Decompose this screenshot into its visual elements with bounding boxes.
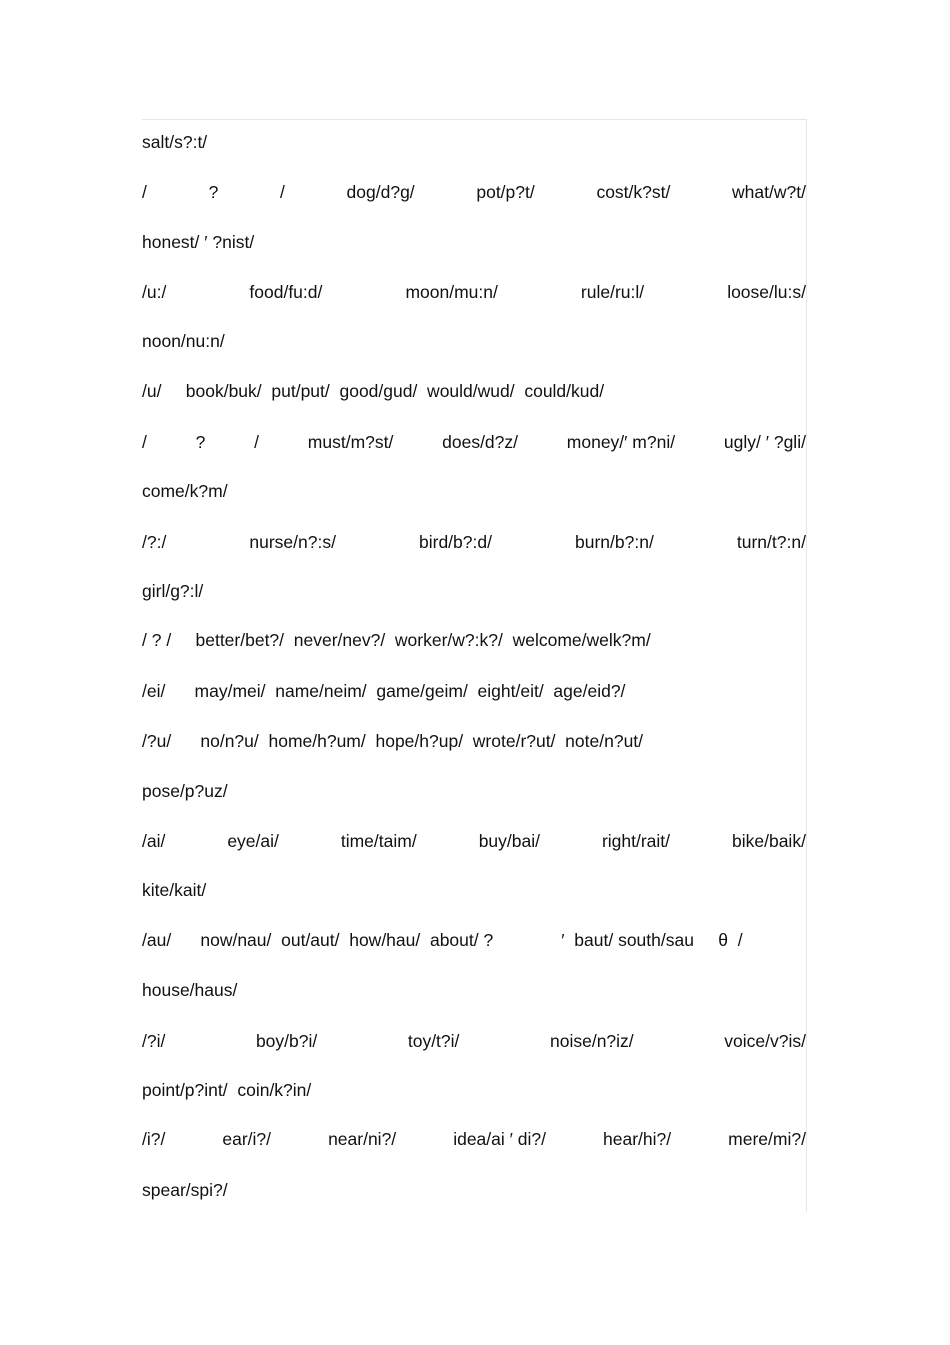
word: near/ni?/ bbox=[328, 1129, 397, 1149]
text-line bbox=[142, 829, 806, 853]
word: what/w?t/ bbox=[732, 182, 806, 202]
word: voice/v?is/ bbox=[724, 1031, 806, 1051]
word: ? bbox=[195, 432, 206, 452]
word: cost/k?st/ bbox=[596, 182, 671, 202]
word: pot/p?t/ bbox=[476, 182, 535, 202]
word: food/fu:d/ bbox=[249, 282, 323, 302]
word: nurse/n?:s/ bbox=[249, 532, 336, 552]
text-line: noon/nu:n/ bbox=[142, 331, 225, 351]
text-line bbox=[142, 530, 806, 554]
word: /i?/ bbox=[142, 1129, 166, 1149]
word: rule/ru:l/ bbox=[580, 282, 645, 302]
word: /?i/ bbox=[142, 1031, 166, 1051]
word: turn/t?:n/ bbox=[736, 532, 806, 552]
text-line bbox=[142, 180, 806, 204]
text-line: /ei/ may/mei/ name/neim/ game/geim/ eight/eit/ age/eid?/ bbox=[142, 681, 626, 701]
word: /ai/ bbox=[142, 831, 166, 851]
word: money/′ m?ni/ bbox=[566, 432, 676, 452]
text-line: house/haus/ bbox=[142, 980, 238, 1000]
text-line: girl/g?:l/ bbox=[142, 581, 204, 601]
word: does/d?z/ bbox=[442, 432, 519, 452]
text-line: /u/ book/buk/ put/put/ good/gud/ would/wud/ could/kud/ bbox=[142, 381, 605, 401]
word: dog/d?g/ bbox=[346, 182, 415, 202]
text-line: /au/ now/nau/ out/aut/ how/hau/ about/ ? ′ baut/ south/sau θ / bbox=[142, 930, 743, 950]
text-line: kite/kait/ bbox=[142, 880, 207, 900]
text-line: salt/s?:t/ bbox=[142, 132, 208, 152]
word: boy/b?i/ bbox=[255, 1031, 318, 1051]
word: mere/mi?/ bbox=[728, 1129, 806, 1149]
text-line: /?u/ no/n?u/ home/h?um/ hope/h?up/ wrote/r?ut/ note/n?ut/ bbox=[142, 731, 644, 751]
text-line: pose/p?uz/ bbox=[142, 781, 228, 801]
word: hear/hi?/ bbox=[603, 1129, 672, 1149]
text-line: point/p?int/ coin/k?in/ bbox=[142, 1080, 312, 1100]
text-line: come/k?m/ bbox=[142, 481, 228, 501]
word: ? bbox=[208, 182, 219, 202]
word: / bbox=[279, 182, 285, 202]
word: right/rait/ bbox=[601, 831, 671, 851]
word: loose/lu:s/ bbox=[727, 282, 806, 302]
word: toy/t?i/ bbox=[407, 1031, 460, 1051]
word: / bbox=[142, 182, 147, 202]
word: bike/baik/ bbox=[732, 831, 806, 851]
word: /?:/ bbox=[142, 532, 167, 552]
word: time/taim/ bbox=[340, 831, 417, 851]
word: bird/b?:d/ bbox=[419, 532, 492, 552]
word: /u:/ bbox=[142, 282, 167, 302]
word: idea/ai ′ di?/ bbox=[453, 1129, 546, 1149]
word: noise/n?iz/ bbox=[550, 1031, 634, 1051]
text-line bbox=[142, 430, 806, 454]
word: / bbox=[254, 432, 260, 452]
text-line bbox=[142, 1127, 806, 1151]
word: moon/mu:n/ bbox=[405, 282, 498, 302]
text-line bbox=[142, 1029, 806, 1053]
text-line: spear/spi?/ bbox=[142, 1180, 228, 1200]
word: ear/i?/ bbox=[222, 1129, 272, 1149]
word: must/m?st/ bbox=[307, 432, 394, 452]
text-line: honest/ ′ ?nist/ bbox=[142, 232, 255, 252]
text-line bbox=[142, 280, 806, 304]
word: eye/ai/ bbox=[227, 831, 279, 851]
word: buy/bai/ bbox=[478, 831, 540, 851]
word: / bbox=[142, 432, 147, 452]
text-line: / ? / better/bet?/ never/nev?/ worker/w?:k?/ welcome/welk?m/ bbox=[142, 630, 651, 650]
word: ugly/ ′ ?gli/ bbox=[723, 432, 806, 452]
word: burn/b?:n/ bbox=[575, 532, 654, 552]
